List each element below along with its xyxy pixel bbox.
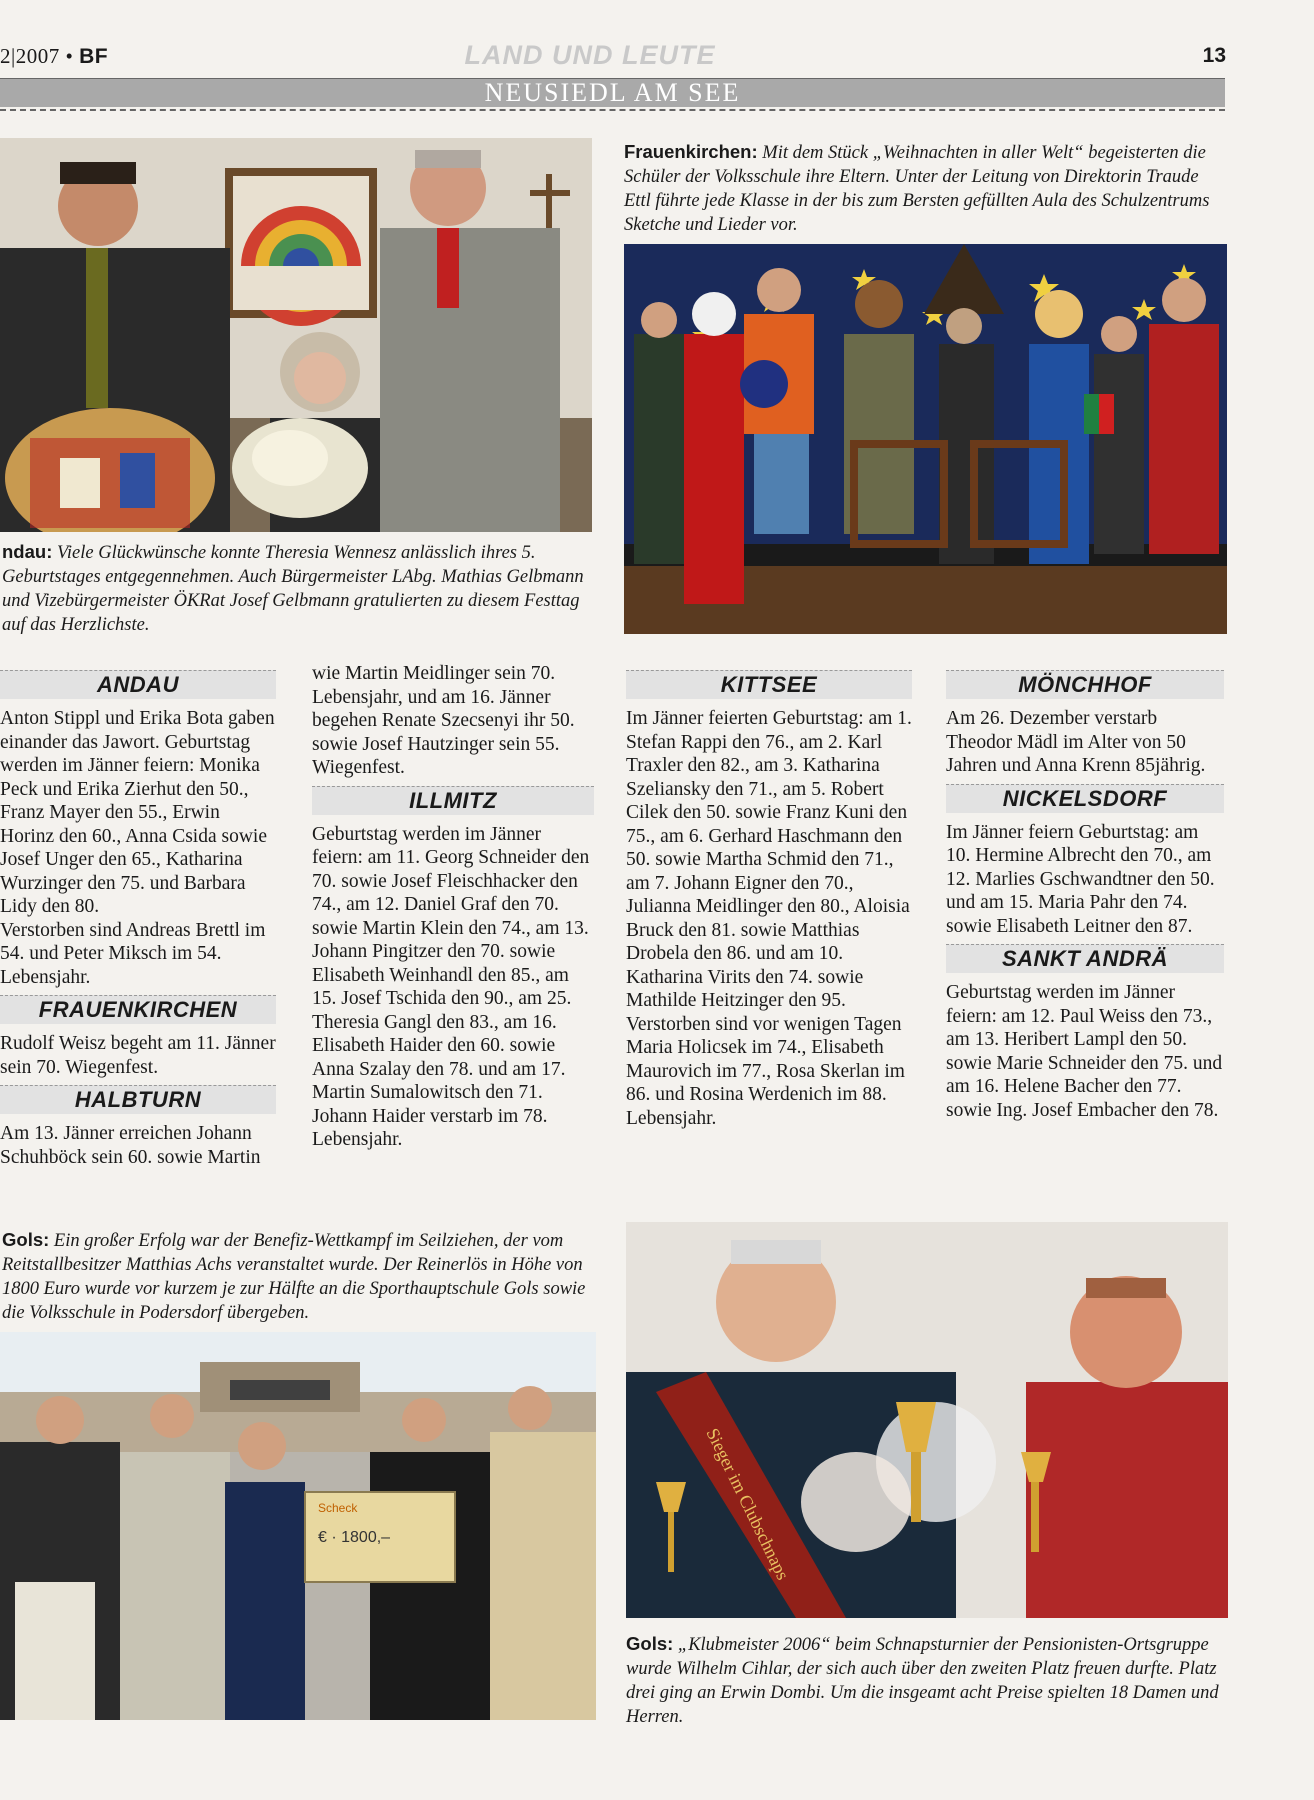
sankt-andrae-text: Geburtstag werden im Jänner feiern: am 12. Paul Weiss den 73., am 13. Heribert Lampl den 50. sowie Marie Schneider den 75. und am 16. Helene Bacher den 77. sowie Ing. Josef Embacher den 78. <box>946 982 1223 1121</box>
caption-gols-tugofwar <box>2 1228 592 1325</box>
illmitz-text-2: Johann Haider verstarb im 78. Lebensjahr. <box>312 1105 548 1150</box>
region-banner <box>0 78 1225 107</box>
header-divider <box>0 109 1225 111</box>
caption-gols-schnapsen-text: „Klubmeister 2006“ beim Schnapsturnier der Pensionisten-Ortsgruppe wurde Wilhelm Cihlar, der sich auch über den zweiten Platz freuen durfte. Platz drei ging an Erwin Dombi. Um die insgeamt acht Preise spielten 18 Damen und Herren. <box>626 1635 1219 1727</box>
caption-andau-text: Viele Glückwünsche konnte Theresia Wennesz anlässlich ihres 5. Geburtstages entgegennehmen. Auch Bürgermeister LAbg. Mathias Gelbmann und Vizebürgermeister ÖKRat Josef Gelbmann gratulierten zu diesem Festtag auf das Herzlichste. <box>2 543 584 635</box>
andau-text: Anton Stippl und Erika Bota gaben einander das Jawort. Geburtstag werden im Jänner feiern: Monika Peck und Erika Zierhut den 50., Franz Mayer den 55., Erwin Horinz den 60., Anna Csida sowie Josef Unger den 65., Katharina Wurzinger den 75. und Barbara Lidy den 80. <box>0 708 275 917</box>
caption-frauenkirchen <box>624 140 1218 237</box>
section-header-halbturn: HALBTURN <box>0 1085 276 1114</box>
caption-andau <box>2 540 587 637</box>
illmitz-text: Geburtstag werden im Jänner feiern: am 11. Georg Schneider den 70. sowie Josef Fleischhacker den 74., am 12. Daniel Graf den 70. sowie Martin Klein den 74., am 13. Johann Pingitzer den 70. sowie Elisabeth Weinhandl den 85., am 15. Josef Tschida den 90., am 25. Theresia Gangl den 83., am 16. Elisabeth Haider den 60. sowie Anna Szalay den 78. und am 17. Martin Sumalowitsch den 71. <box>312 823 590 1103</box>
section-header-kittsee: KITTSEE <box>626 670 912 699</box>
caption-frauenkirchen-place: Frauenkirchen: <box>624 141 758 162</box>
moenchhof-text: Am 26. Dezember verstarb Theodor Mädl im Alter von 50 Jahren und Anna Krenn 85jährig. <box>946 708 1206 776</box>
section-header-andau: ANDAU <box>0 670 276 699</box>
issue-number: 2|2007 <box>0 44 60 68</box>
page-number: 13 <box>1202 44 1226 67</box>
cheque-amount: € · 1800,– <box>318 1529 391 1546</box>
photo-gols-schnapsen <box>626 1222 1228 1618</box>
section-header-illmitz: ILLMITZ <box>312 786 594 815</box>
halbturn-text: Am 13. Jänner erreichen Johann Schuhböck sein 60. sowie Martin <box>0 1123 261 1168</box>
cheque-label: Scheck <box>318 1501 358 1515</box>
caption-gols-tugofwar-text: Ein großer Erfolg war der Benefiz-Wettkampf im Seilziehen, der vom Reitstallbesitzer Matthias Achs veranstaltet wurde. Der Reinerlös in Höhe von 1800 Euro wurde vor kurzem je zur Hälfte an die Sporthauptschule Gols sowie die Volksschule in Podersdorf übergeben. <box>2 1231 586 1323</box>
caption-gols-schnapsen <box>626 1632 1226 1729</box>
separator: • <box>65 44 74 68</box>
photo-andau-birthday <box>0 138 592 532</box>
kittsee-text-2: Verstorben sind vor wenigen Tagen Maria Holicsek im 74., Elisabeth Maurovich im 77., Rosa Skerlan im 86. und Rosina Werdenich im 88. Lebensjahr. <box>626 1013 905 1129</box>
section-header-nickelsdorf: NICKELSDORF <box>946 784 1224 813</box>
section-header-frauenkirchen: FRAUENKIRCHEN <box>0 995 276 1024</box>
andau-text-2: Verstorben sind Andreas Brettl im 54. und Peter Miksch im 54. Lebensjahr. <box>0 919 266 988</box>
column-4 <box>946 664 1224 1122</box>
column-3 <box>626 664 912 1130</box>
sash-text: Sieger im Clubschnaps <box>702 1424 794 1583</box>
caption-frauenkirchen-text: Mit dem Stück „Weihnachten in aller Welt“ begeisterten die Schüler der Volksschule ihre Eltern. Unter der Leitung von Direktorin Traude Ettl führte jede Klasse in der bis zum Bersten gefüllten Aula des Schulzentrums Sketche und Lieder vor. <box>624 143 1210 235</box>
photo-gols-cheque <box>0 1332 596 1720</box>
caption-gols-schnapsen-place: Gols: <box>626 1633 674 1654</box>
caption-gols-tugofwar-place: Gols: <box>2 1229 50 1250</box>
brand-label: BF <box>79 45 109 68</box>
section-header-sankt-andrae: SANKT ANDRÄ <box>946 944 1224 973</box>
kittsee-text: Im Jänner feierten Geburtstag: am 1. Stefan Rappi den 76., am 2. Karl Traxler den 82., am 3. Katharina Szeliansky den 71., am 5. Robert Cilek den 50. sowie Franz Kuni den 75., am 6. Gerhard Haschmann den 50. sowie Martha Schmid den 71., am 7. Johann Eigner den 70., Julianna Meidlinger den 80., Aloisia Bruck den 81. sowie Matthias Drobela den 86. und am 10. Katharina Virits den 74. sowie Mathilde Heitzinger den 95. <box>626 708 912 1011</box>
nickelsdorf-text: Im Jänner feiern Geburtstag: am 10. Hermine Albrecht den 70., am 12. Marlies Gschwandtner den 50. und am 15. Maria Pahr den 74. sowie Elisabeth Leitner den 87. <box>946 821 1215 937</box>
frauenkirchen-text: Rudolf Weisz begeht am 11. Jänner sein 70. Wiegenfest. <box>0 1033 276 1078</box>
issue-date <box>0 44 108 69</box>
column-1 <box>0 664 276 1170</box>
photo-frauenkirchen-play <box>624 244 1227 634</box>
caption-andau-place: ndau: <box>2 541 53 562</box>
region-banner-text: NEUSIEDL AM SEE <box>484 78 741 107</box>
column-2 <box>312 662 594 1152</box>
section-title: LAND UND LEUTE <box>464 40 716 70</box>
section-header-moenchhof: MÖNCHHOF <box>946 670 1224 699</box>
halbturn-text-continued: wie Martin Meidlinger sein 70. Lebensjahr, und am 16. Jänner begehen Renate Szecsenyi ihr 50. sowie Josef Hautzinger sein 55. Wiegenfest. <box>312 663 575 778</box>
